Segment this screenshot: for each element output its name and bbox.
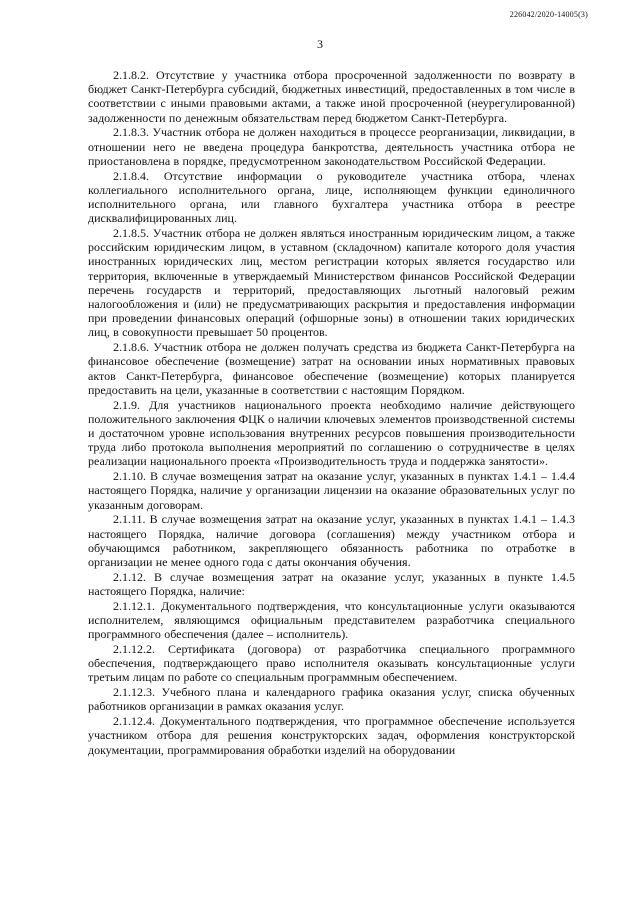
paragraph-2-1-12-3: 2.1.12.3. Учебного плана и календарного графика оказания услуг, списка обученных работников организации в рамках оказания услуг. xyxy=(88,685,575,714)
paragraph-2-1-8-5: 2.1.8.5. Участник отбора не должен являться иностранным юридическим лицом, а также российским юридическим лицом, в уставном (складочном) капитале которого доля участия иностранных юридических лиц, местом регистрации которых является государство или территория, включенные в утверждаемый Министерством финансов Российской Федерации перечень государств и территорий, предоставляющих льготный налоговый режим налогообложения и (или) не предусматривающих раскрытия и предоставления информации при проведении финансовых операций (офшорные зоны) в отношении таких юридических лиц, в совокупности превышает 50 процентов. xyxy=(88,226,575,340)
paragraph-2-1-9: 2.1.9. Для участников национального проекта необходимо наличие действующего положительного заключения ФЦК о наличии ключевых элементов производственной системы и достаточном уровне использования внутренних ресурсов повышения производительности труда либо протокола выполнения мероприятий по соглашению о сотрудничестве в целях реализации национального проекта «Производительность труда и поддержка занятости». xyxy=(88,397,575,469)
paragraph-2-1-11: 2.1.11. В случае возмещения затрат на оказание услуг, указанных в пунктах 1.4.1 – 1.4.3 настоящего Порядка, наличие договора (соглашения) между участником отбора и обучающимся работником, закрепляющего обязанность работника по отработке в организации не менее одного года с даты окончания обучения. xyxy=(88,512,575,570)
paragraph-2-1-12-2: 2.1.12.2. Сертификата (договора) от разработчика специального программного обеспечения, подтверждающего право исполнителя оказывать консультационные услуги третьим лицам по работе со специальным программным обеспечением. xyxy=(88,642,575,685)
paragraph-2-1-8-6: 2.1.8.6. Участник отбора не должен получать средства из бюджета Санкт-Петербурга на финансовое обеспечение (возмещение) затрат на основании иных нормативных правовых актов Санкт-Петербурга, финансовое обеспечение (возмещение) которых планируется предоставить на цели, указанные в соответствии с настоящим Порядком. xyxy=(88,340,575,397)
paragraph-2-1-12: 2.1.12. В случае возмещения затрат на оказание услуг, указанных в пункте 1.4.5 настоящего Порядка, наличие: xyxy=(88,569,575,599)
document-body xyxy=(88,68,575,757)
paragraph-2-1-12-1: 2.1.12.1. Документального подтверждения, что консультационные услуги оказываются исполнителем, являющимся официальным представителем разработчика специального программного обеспечения (далее – исполнитель). xyxy=(88,598,575,642)
paragraph-2-1-12-4: 2.1.12.4. Документального подтверждения, что программное обеспечение используется участником отбора для решения конструкторских задач, оформления конструкторской документации, программирования обработки изделий на оборудовании xyxy=(88,714,575,757)
paragraph-2-1-8-3: 2.1.8.3. Участник отбора не должен находиться в процессе реорганизации, ликвидации, в отношении него не введена процедура банкротства, деятельность участника отбора не приостановлена в порядке, предусмотренном законодательством Российской Федерации. xyxy=(88,125,575,168)
document-reference-number: 226042/2020-14005(3) xyxy=(509,10,588,19)
paragraph-2-1-10: 2.1.10. В случае возмещения затрат на оказание услуг, указанных в пунктах 1.4.1 – 1.4.4 настоящего Порядка, наличие у организации лицензии на оказание образовательных услуг по указанным договорам. xyxy=(88,469,575,512)
paragraph-2-1-8-4: 2.1.8.4. Отсутствие информации о руководителе участника отбора, членах коллегиального исполнительного органа, лице, исполняющем функции единоличного исполнительного органа, или главного бухгалтера участника отбора в реестре дисквалифицированных лиц. xyxy=(88,168,575,226)
page-number: 3 xyxy=(317,37,323,51)
paragraph-2-1-8-2: 2.1.8.2. Отсутствие у участника отбора просроченной задолженности по возврату в бюджет Санкт-Петербурга субсидий, бюджетных инвестиций, предоставленных в том числе в соответствии с иными правовыми актами, а также иной просроченной (неурегулированной) задолженности по денежным обязательствам перед бюджетом Санкт-Петербурга. xyxy=(88,68,575,125)
